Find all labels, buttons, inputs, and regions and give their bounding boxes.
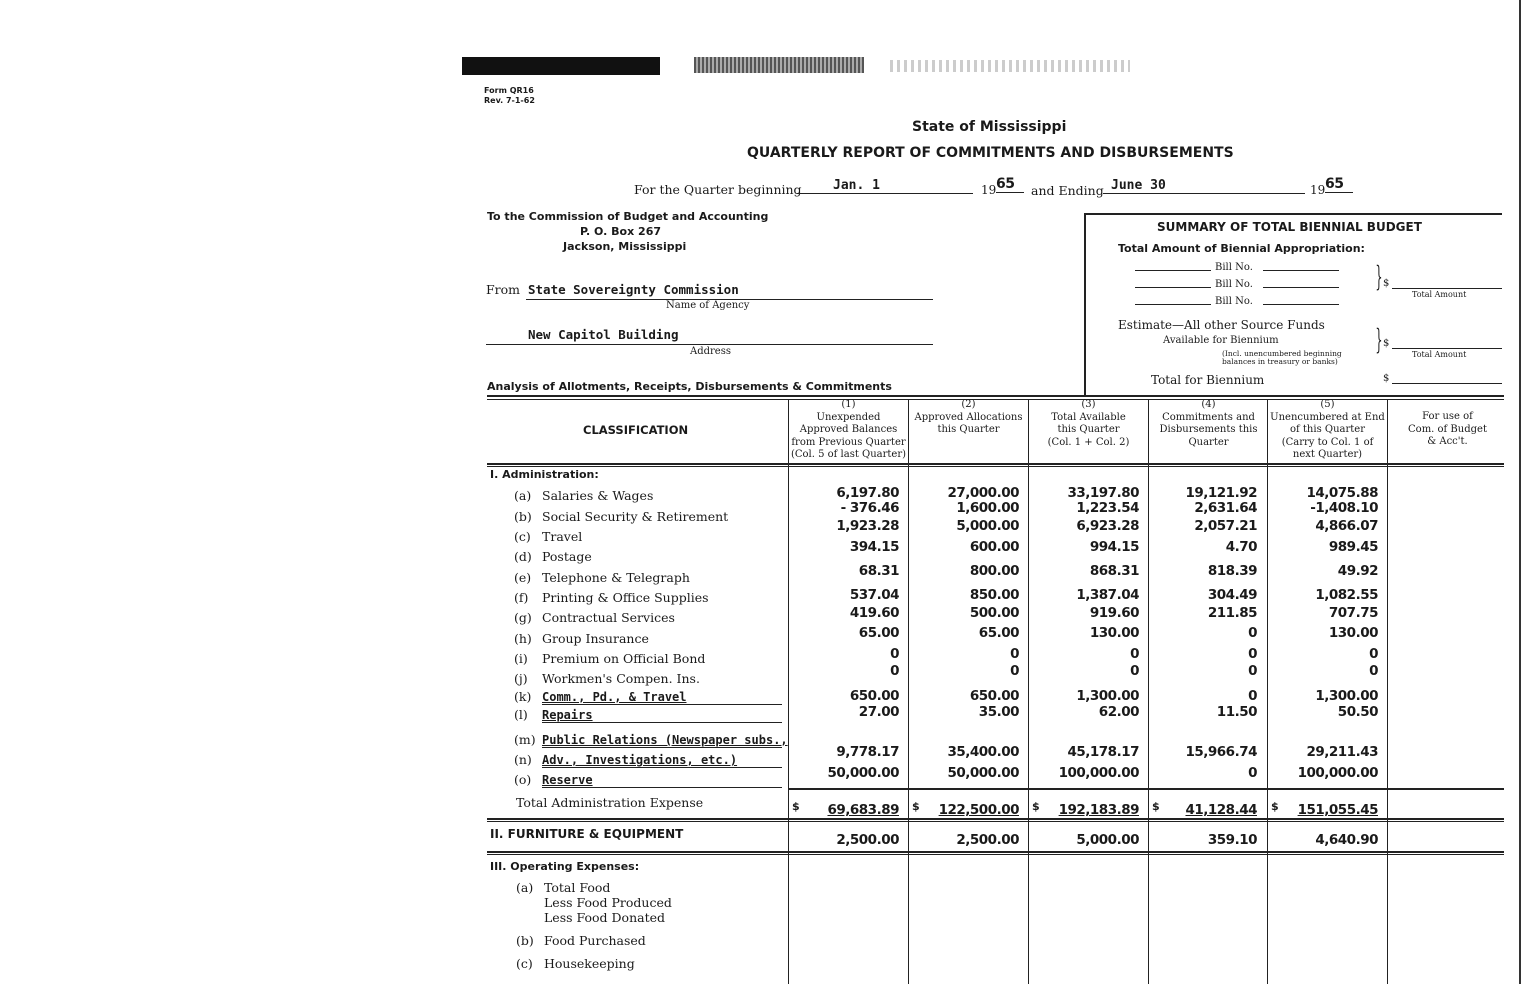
row-text: Less Food Donated	[544, 910, 665, 925]
row-text: Less Food Produced	[544, 895, 672, 910]
column-header-line: Approved Balances	[799, 424, 898, 435]
incl-note-1: (Incl. unencumbered beginning	[1222, 349, 1342, 358]
row-letter: (a)	[516, 880, 534, 895]
row-label	[514, 570, 690, 585]
row-letter: (e)	[514, 570, 532, 585]
bill-rule	[1135, 270, 1211, 271]
cell-value: 65.00	[858, 625, 899, 641]
column-header-line: Disbursements this	[1159, 424, 1258, 435]
row-letter: (n)	[514, 752, 532, 767]
agency-address: New Capitol Building	[528, 327, 679, 342]
col-divider	[1387, 400, 1388, 984]
column-header-line: & Acc't.	[1427, 436, 1468, 447]
cell-value: 650.00	[849, 688, 899, 704]
header-bottom-rule	[487, 463, 1504, 465]
cell-value: 35.00	[978, 704, 1019, 720]
row-label	[514, 549, 592, 564]
row-text: Reserve	[542, 773, 782, 788]
column-header-line: this Quarter	[1057, 424, 1120, 435]
column-header-line: (Col. 5 of last Quarter)	[790, 449, 907, 460]
bill-rule	[1263, 304, 1339, 305]
cell-value: 0	[890, 646, 899, 662]
column-header	[1149, 399, 1268, 462]
cell-value: 50,000.00	[827, 765, 899, 781]
cell-value: 818.39	[1207, 563, 1257, 579]
row-letter: (b)	[516, 933, 534, 948]
row-text: Premium on Official Bond	[542, 651, 706, 666]
total-admin-label: Total Administration Expense	[516, 795, 704, 810]
header-bottom-rule	[487, 466, 1504, 467]
cell-value: 29,211.43	[1306, 744, 1378, 760]
column-header-line: of this Quarter	[1290, 424, 1365, 435]
cell-value: 130.00	[1328, 625, 1378, 641]
row-text: Comm., Pd., & Travel	[542, 690, 782, 705]
agency-caption: Name of Agency	[666, 300, 750, 311]
brace-icon: }	[1375, 323, 1383, 356]
total-value: 122,500.00	[938, 802, 1019, 818]
year-begin: 65	[996, 176, 1024, 193]
dollar-sign: $	[1383, 338, 1390, 349]
table-top-rule	[487, 395, 1504, 397]
total-value: 192,183.89	[1058, 802, 1139, 818]
cell-value: 0	[1248, 688, 1257, 704]
row-letter: (i)	[514, 651, 528, 666]
dollar-sign: $	[792, 800, 800, 813]
cell-value: 0	[1130, 663, 1139, 679]
cell-value: 49.92	[1337, 563, 1378, 579]
redaction-bar	[694, 57, 864, 73]
cell-value: 0	[1248, 625, 1257, 641]
row-text: Repairs	[542, 708, 782, 723]
column-header-line: Total Available	[1051, 411, 1126, 423]
cell-value: 5,000.00	[956, 518, 1019, 534]
bill-rule	[1135, 287, 1211, 288]
cell-value: 919.60	[1089, 605, 1139, 621]
row-letter: (j)	[514, 671, 528, 686]
cell-value: 868.31	[1089, 563, 1139, 579]
cell-value: 27,000.00	[947, 485, 1019, 501]
column-header-line: next Quarter)	[1292, 449, 1363, 460]
available-label: Available for Biennium	[1163, 335, 1279, 346]
row-label	[514, 689, 782, 705]
total-value: 5,000.00	[1076, 832, 1139, 848]
address-line-3: Jackson, Mississippi	[563, 240, 687, 253]
row-text: Total Food	[544, 880, 611, 895]
section-rule	[487, 818, 1504, 820]
row-label	[514, 631, 649, 646]
cell-value: 65.00	[978, 625, 1019, 641]
quarter-beginning-label: For the Quarter beginning	[634, 182, 802, 197]
summary-box-left	[1084, 213, 1086, 395]
column-header-line: this Quarter	[937, 424, 1000, 435]
cell-value: 1,082.55	[1315, 587, 1378, 603]
column-header-line: (1)	[841, 399, 856, 410]
cell-value: 19,121.92	[1185, 485, 1257, 501]
total-value: 4,640.90	[1315, 832, 1378, 848]
dollar-sign: $	[1152, 800, 1160, 813]
section-operating: III. Operating Expenses:	[490, 860, 640, 873]
column-header	[1029, 399, 1148, 462]
column-header-line: (Col. 1 + Col. 2)	[1047, 436, 1130, 448]
cell-value: 2,057.21	[1194, 518, 1257, 534]
row-letter: (f)	[514, 590, 529, 605]
row-label	[514, 509, 728, 524]
operating-row-label	[516, 910, 665, 925]
row-text: Workmen's Compen. Ins.	[542, 671, 700, 686]
cell-value: 35,400.00	[947, 744, 1019, 760]
incl-note-2: balances in treasury or banks)	[1222, 357, 1338, 366]
quarter-ending-value: June 30	[1103, 178, 1305, 194]
total-value: 2,500.00	[956, 832, 1019, 848]
row-label	[514, 590, 709, 605]
cell-value: 4.70	[1225, 539, 1257, 555]
report-title: QUARTERLY REPORT OF COMMITMENTS AND DISBURSEMENTS	[747, 145, 1234, 161]
column-header-line	[909, 449, 1028, 462]
cell-value: 0	[1010, 663, 1019, 679]
from-label: From	[486, 282, 521, 297]
section-rule	[487, 854, 1504, 855]
year-end: 65	[1325, 176, 1353, 193]
cell-value: 0	[1248, 663, 1257, 679]
cell-value: 500.00	[969, 605, 1019, 621]
row-label	[514, 732, 788, 748]
row-text: Contractual Services	[542, 610, 675, 625]
bill-rule	[1263, 270, 1339, 271]
state-title: State of Mississippi	[912, 119, 1067, 135]
row-letter: (h)	[514, 631, 532, 646]
quarter-beginning-value: Jan. 1	[797, 178, 973, 194]
cell-value: 100,000.00	[1297, 765, 1378, 781]
form-rev: Rev. 7-1-62	[484, 96, 535, 105]
appropriation-label: Total Amount of Biennial Appropriation:	[1118, 242, 1365, 255]
cell-value: 211.85	[1207, 605, 1257, 621]
cell-value: 33,197.80	[1067, 485, 1139, 501]
cell-value: 1,223.54	[1076, 500, 1139, 516]
brace-icon: }	[1375, 260, 1383, 293]
cell-value: 1,923.28	[836, 518, 899, 534]
row-label	[514, 488, 653, 503]
operating-row-label	[516, 880, 610, 895]
dollar-sign: $	[1383, 278, 1390, 289]
row-letter: (l)	[514, 707, 528, 722]
row-text: Adv., Investigations, etc.)	[542, 753, 782, 768]
column-header	[1388, 411, 1507, 449]
column-header	[1268, 399, 1387, 462]
cell-value: 0	[1248, 646, 1257, 662]
address-rule	[486, 344, 933, 345]
row-label	[514, 752, 782, 768]
cell-value: 4,866.07	[1315, 518, 1378, 534]
cell-value: 850.00	[969, 587, 1019, 603]
row-text: Travel	[542, 529, 583, 544]
bill-label-1: Bill No.	[1215, 262, 1253, 273]
row-label	[514, 707, 782, 723]
column-header-line	[1149, 449, 1268, 462]
row-text: Social Security & Retirement	[542, 509, 729, 524]
summary-title: SUMMARY OF TOTAL BIENNIAL BUDGET	[1157, 220, 1422, 234]
cell-value: 537.04	[849, 587, 899, 603]
row-letter: (b)	[514, 509, 532, 524]
section-rule	[487, 851, 1504, 853]
year-prefix: 19	[981, 183, 997, 197]
classification-header: CLASSIFICATION	[583, 423, 689, 437]
column-header-line: Unexpended	[816, 411, 881, 423]
dollar-sign: $	[1383, 373, 1390, 384]
analysis-label: Analysis of Allotments, Receipts, Disbursements & Commitments	[487, 380, 892, 393]
column-header-line: (3)	[1081, 399, 1096, 410]
cell-value: 15,966.74	[1185, 744, 1257, 760]
cell-value: 394.15	[849, 539, 899, 555]
address-caption: Address	[690, 346, 731, 357]
cell-value: 2,631.64	[1194, 500, 1257, 516]
row-label	[514, 671, 700, 686]
section-administration: I. Administration:	[490, 468, 599, 481]
total-amount-caption: Total Amount	[1412, 290, 1467, 299]
summary-box-top	[1084, 213, 1502, 215]
operating-row-label	[516, 895, 672, 910]
column-header-line	[1029, 449, 1148, 462]
furniture-label: II. FURNITURE & EQUIPMENT	[490, 827, 684, 841]
cell-value: 650.00	[969, 688, 1019, 704]
bill-label-2: Bill No.	[1215, 279, 1253, 290]
row-text: Public Relations (Newspaper subs.,	[542, 733, 788, 747]
total-value: 2,500.00	[836, 832, 899, 848]
row-text: Telephone & Telegraph	[542, 570, 690, 585]
cell-value: 1,600.00	[956, 500, 1019, 516]
bill-rule	[1263, 287, 1339, 288]
address-line-2: P. O. Box 267	[580, 225, 661, 238]
column-header-line: Quarter	[1188, 436, 1229, 448]
column-header-line	[909, 437, 1028, 450]
column-header-line: (2)	[961, 399, 976, 410]
cell-value: 130.00	[1089, 625, 1139, 641]
year-prefix: 19	[1310, 183, 1326, 197]
row-letter: (d)	[514, 549, 532, 564]
cell-value: 989.45	[1328, 539, 1378, 555]
section-rule	[487, 821, 1504, 822]
cell-value: 62.00	[1098, 704, 1139, 720]
total-value: 359.10	[1207, 832, 1257, 848]
total-amount-caption: Total Amount	[1412, 350, 1467, 359]
column-header-line: For use of	[1422, 411, 1473, 422]
cell-value: 45,178.17	[1067, 744, 1139, 760]
cell-value: 0	[890, 663, 899, 679]
cell-value: 27.00	[858, 704, 899, 720]
row-text: Printing & Office Supplies	[542, 590, 709, 605]
row-letter: (c)	[516, 956, 533, 971]
cell-value: 11.50	[1216, 704, 1257, 720]
scan-edge	[1519, 0, 1521, 984]
column-header-line: from Previous Quarter	[791, 436, 906, 448]
cell-value: - 376.46	[840, 500, 899, 516]
row-label	[514, 610, 675, 625]
row-label	[514, 772, 782, 788]
dollar-sign: $	[912, 800, 920, 813]
dollar-sign: $	[1271, 800, 1279, 813]
bill-label-3: Bill No.	[1215, 296, 1253, 307]
cell-value: 1,300.00	[1315, 688, 1378, 704]
cell-value: 0	[1369, 646, 1378, 662]
cell-value: 6,923.28	[1076, 518, 1139, 534]
cell-value: 707.75	[1328, 605, 1378, 621]
estimate-label: Estimate—All other Source Funds	[1118, 318, 1325, 332]
column-header-line: Commitments and	[1162, 411, 1255, 423]
cell-value: 304.49	[1207, 587, 1257, 603]
redaction-bar	[462, 57, 660, 75]
column-header-line: (5)	[1320, 399, 1335, 410]
dollar-sign: $	[1032, 800, 1040, 813]
cell-value: 0	[1369, 663, 1378, 679]
column-header	[789, 399, 908, 462]
row-text: Group Insurance	[542, 631, 649, 646]
operating-row-label	[516, 933, 646, 948]
total-rule	[1392, 348, 1502, 349]
cell-value: 800.00	[969, 563, 1019, 579]
cell-value: 6,197.80	[836, 485, 899, 501]
column-header	[909, 399, 1028, 462]
and-ending-label: and Ending	[1031, 183, 1104, 198]
row-text: Salaries & Wages	[542, 488, 654, 503]
address-line-1: To the Commission of Budget and Accounting	[487, 210, 769, 223]
column-header-line: (4)	[1201, 399, 1216, 410]
row-letter: (k)	[514, 689, 532, 704]
total-rule	[1392, 288, 1502, 289]
operating-row-label	[516, 956, 635, 971]
total-biennium-label: Total for Biennium	[1151, 373, 1265, 387]
total-value: 41,128.44	[1185, 802, 1257, 818]
column-header-line: Unencumbered at End	[1270, 411, 1385, 423]
cell-value: 0	[1248, 765, 1257, 781]
row-letter: (o)	[514, 772, 532, 787]
cell-value: 1,300.00	[1076, 688, 1139, 704]
row-letter: (m)	[514, 732, 536, 747]
total-rule	[1392, 383, 1502, 384]
column-header-line: Com. of Budget	[1408, 423, 1487, 435]
row-letter: (g)	[514, 610, 532, 625]
cell-value: 14,075.88	[1306, 485, 1378, 501]
row-letter: (c)	[514, 529, 531, 544]
column-header-line: (Carry to Col. 1 of	[1281, 436, 1374, 448]
cell-value: 0	[1130, 646, 1139, 662]
cell-value: 419.60	[849, 605, 899, 621]
row-text: Food Purchased	[544, 933, 646, 948]
cell-value: 50,000.00	[947, 765, 1019, 781]
row-label	[514, 529, 582, 544]
cell-value: 68.31	[858, 563, 899, 579]
agency-name: State Sovereignty Commission	[528, 282, 739, 297]
row-text: Housekeeping	[544, 956, 635, 971]
cell-value: 600.00	[969, 539, 1019, 555]
cell-value: 994.15	[1089, 539, 1139, 555]
cell-value: 1,387.04	[1076, 587, 1139, 603]
row-label	[514, 651, 705, 666]
scan-artifact	[890, 60, 1130, 72]
row-text: Postage	[542, 549, 592, 564]
cell-value: 50.50	[1337, 704, 1378, 720]
total-rule	[788, 788, 1504, 790]
cell-value: -1,408.10	[1310, 500, 1378, 516]
total-value: 151,055.45	[1297, 802, 1378, 818]
bill-rule	[1135, 304, 1211, 305]
total-value: 69,683.89	[827, 802, 899, 818]
cell-value: 0	[1010, 646, 1019, 662]
cell-value: 9,778.17	[836, 744, 899, 760]
column-header-line: Approved Allocations	[914, 411, 1023, 423]
row-letter: (a)	[514, 488, 532, 503]
cell-value: 100,000.00	[1058, 765, 1139, 781]
form-id: Form QR16	[484, 86, 534, 95]
